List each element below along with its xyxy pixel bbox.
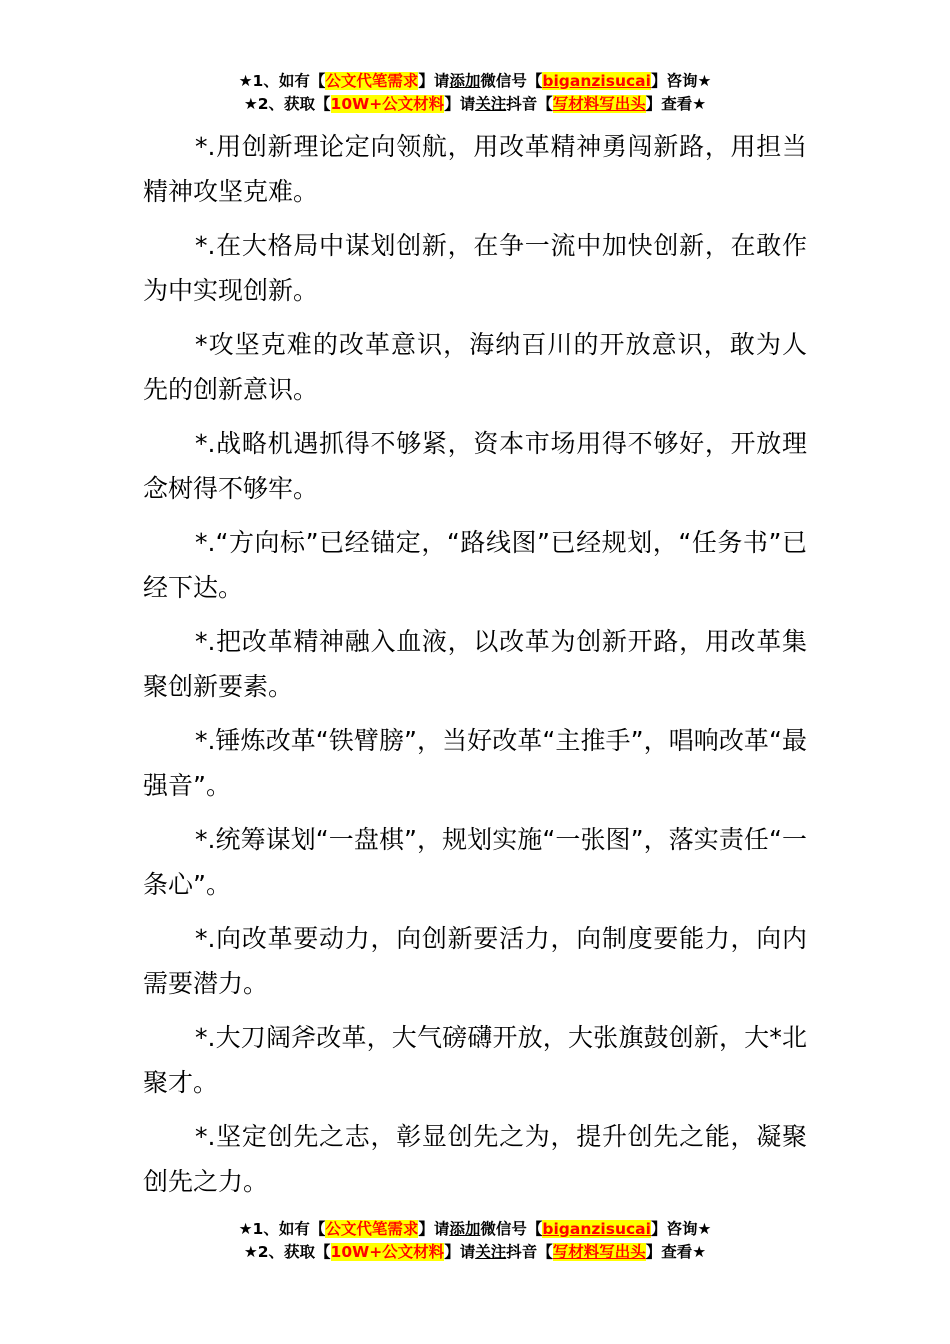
banner-text: 】请: [444, 1243, 476, 1261]
paragraph: *.统筹谋划“一盘棋”，规划实施“一张图”，落实责任“一条心”。: [143, 825, 807, 899]
paragraph: *.“方向标”已经锚定，“路线图”已经规划，“任务书”已经下达。: [143, 528, 807, 602]
banner-text: 】查看★: [645, 95, 707, 113]
paragraph: *.把改革精神融入血液，以改革为创新开路，用改革集聚创新要素。: [143, 627, 807, 701]
paragraph: *.坚定创先之志，彰显创先之为，提升创先之能，凝聚创先之力。: [143, 1122, 807, 1196]
document-body: [143, 124, 807, 1213]
banner-text: 抖音【: [506, 95, 553, 113]
emphasis-text: 添加: [449, 72, 481, 90]
banner-line-2: [0, 93, 950, 116]
highlight-service: 公文代笔需求: [325, 72, 419, 90]
highlight-service: 公文代笔需求: [325, 1220, 419, 1238]
wechat-id-highlight: biganzisucai: [542, 1220, 651, 1238]
emphasis-text: 关注: [475, 1243, 507, 1261]
emphasis-text: 关注: [475, 95, 507, 113]
banner-text: 】请: [444, 95, 476, 113]
banner-text: 】查看★: [645, 1243, 707, 1261]
emphasis-text: 添加: [449, 1220, 481, 1238]
wechat-id-highlight: biganzisucai: [542, 72, 651, 90]
banner-text: 】请: [418, 1220, 450, 1238]
banner-text: 】咨询★: [650, 1220, 712, 1238]
paragraph: *.锤炼改革“铁臂膀”，当好改革“主推手”，唱响改革“最强音”。: [143, 726, 807, 800]
banner-line-2: [0, 1241, 950, 1264]
banner-line-1: [0, 70, 950, 93]
banner-text: 】请: [418, 72, 450, 90]
paragraph: *.战略机遇抓得不够紧，资本市场用得不够好，开放理念树得不够牢。: [143, 429, 807, 503]
banner-text: ★1、如有【: [238, 72, 326, 90]
paragraph: *.在大格局中谋划创新，在争一流中加快创新，在敢作为中实现创新。: [143, 231, 807, 305]
banner-text: 微信号【: [480, 72, 543, 90]
banner-text: ★2、获取【: [243, 1243, 331, 1261]
banner-text: ★1、如有【: [238, 1220, 326, 1238]
footer-banner: [0, 1218, 950, 1264]
paragraph: *.大刀阔斧改革，大气磅礴开放，大张旗鼓创新，大*北聚才。: [143, 1023, 807, 1097]
banner-text: 抖音【: [506, 1243, 553, 1261]
paragraph: *.用创新理论定向领航，用改革精神勇闯新路，用担当精神攻坚克难。: [143, 132, 807, 206]
highlight-materials: 10W+公文材料: [330, 1243, 445, 1261]
paragraph: *攻坚克难的改革意识，海纳百川的开放意识，敢为人先的创新意识。: [143, 330, 807, 404]
douyin-account-highlight: 写材料写出头: [552, 1243, 646, 1261]
highlight-materials: 10W+公文材料: [330, 95, 445, 113]
header-banner: [0, 70, 950, 116]
paragraph: *.向改革要动力，向创新要活力，向制度要能力，向内需要潜力。: [143, 924, 807, 998]
douyin-account-highlight: 写材料写出头: [552, 95, 646, 113]
banner-text: 】咨询★: [650, 72, 712, 90]
banner-line-1: [0, 1218, 950, 1241]
banner-text: 微信号【: [480, 1220, 543, 1238]
banner-text: ★2、获取【: [243, 95, 331, 113]
